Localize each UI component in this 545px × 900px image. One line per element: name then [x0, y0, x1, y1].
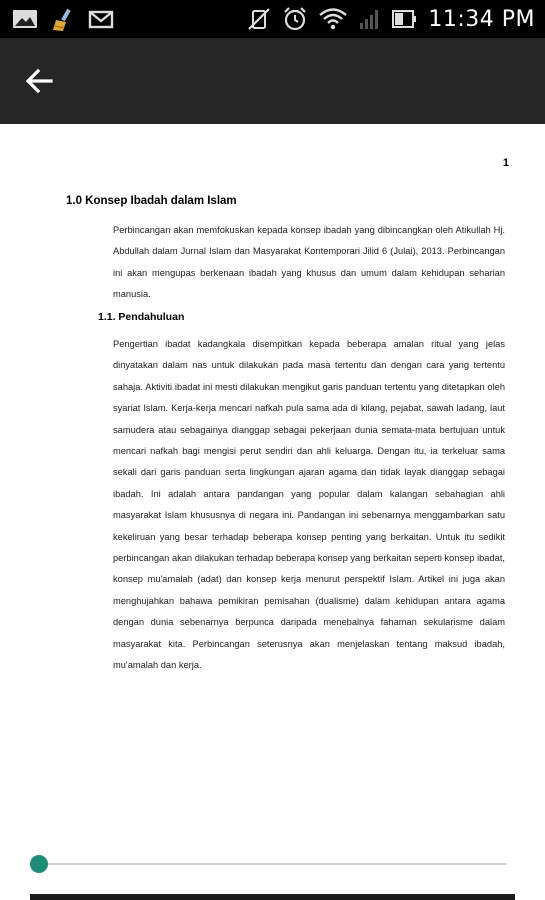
slider-thumb[interactable]	[30, 855, 48, 873]
section-title: 1.0 Konsep Ibadah dalam Islam	[66, 195, 237, 207]
subsection-title: 1.1. Pendahuluan	[98, 311, 185, 323]
gallery-icon	[12, 8, 38, 32]
document-page[interactable]	[0, 124, 545, 824]
slider-track[interactable]	[38, 863, 506, 865]
wifi-icon	[318, 7, 348, 31]
section-paragraph: Perbincangan akan memfokuskan kepada konsep ibadah yang dibincangkan oleh Atikullah Hj. Abdullah dalam Jurnal Islam dan Masyarakat Kontemporari Jilid 6 (Julai), 2013. Perbincangan ini akan mengupas berkenaan ibadah yang khusus dan umum dalam kehidupan seharian manusia.	[113, 225, 505, 300]
system-icons	[246, 6, 535, 32]
status-bar	[0, 0, 545, 38]
vibrate-off-icon	[246, 6, 272, 32]
page-slider[interactable]	[30, 852, 506, 876]
bottom-edge	[30, 894, 515, 900]
battery-icon	[392, 7, 418, 31]
cleaner-broom-icon	[50, 8, 76, 32]
subsection-paragraph: Pengertian ibadat kadangkala disempitkan kepada beberapa amalan ritual yang jelas dinyatakan dalam nas untuk dilakukan pada masa tertentu dan dengan cara yang tertentu sahaja. Aktiviti ibadat ini mesti dilakukan mengikut garis panduan tertentu yang ditetapkan oleh syariat Islam. Kerja-kerja mencari nafkah pula sama ada di kilang, pejabat, sawah ladang, laut samudera atau sebagainya dianggap sebagai pekerjaan dunia semata-mata bertujuan untuk mencari nafkah bagi mengisi perut sendiri dan ahli keluarga. Dengan itu, ia terkeluar sama sekali dari garis panduan serta lingkungan ajaran agama dan tidak layak dianggap sebagai ibadah. Ini adalah antara pandangan yang popular dalam kalangan sebahagian ahli masyarakat Islam khususnya di negara ini. Pandangan ini sebenarnya menggambarkan satu kekeliruan yang besar terhadap beberapa konsep penting yang berkaitan. Untuk itu sedikit perbincangan akan dilakukan terhadap beberapa konsep yang berkaitan seperti konsep ibadat, konsep mu'amalah (adat) dan konsep kerja menurut perspektif Islam. Artikel ini juga akan menghujahkan bahawa pemikiran pemisahan (dualisme) dalam kehidupan antara agama dengan dunia sebenarnya berpunca daripada menebalnya fahaman sekularisme dalam masyarakat kita. Perbincangan seterusnya akan menjelaskan tentang maksud ibadah, mu'amalah dan kerja.	[113, 339, 505, 671]
mail-icon	[88, 8, 114, 32]
signal-icon	[358, 7, 382, 31]
notification-icons	[12, 8, 114, 32]
page-number: 1	[502, 157, 509, 169]
clock-time: 11:34 PM	[428, 6, 535, 32]
arrow-left-icon	[22, 64, 56, 98]
alarm-icon	[282, 6, 308, 32]
app-bar	[0, 38, 545, 124]
back-button[interactable]	[22, 64, 56, 98]
